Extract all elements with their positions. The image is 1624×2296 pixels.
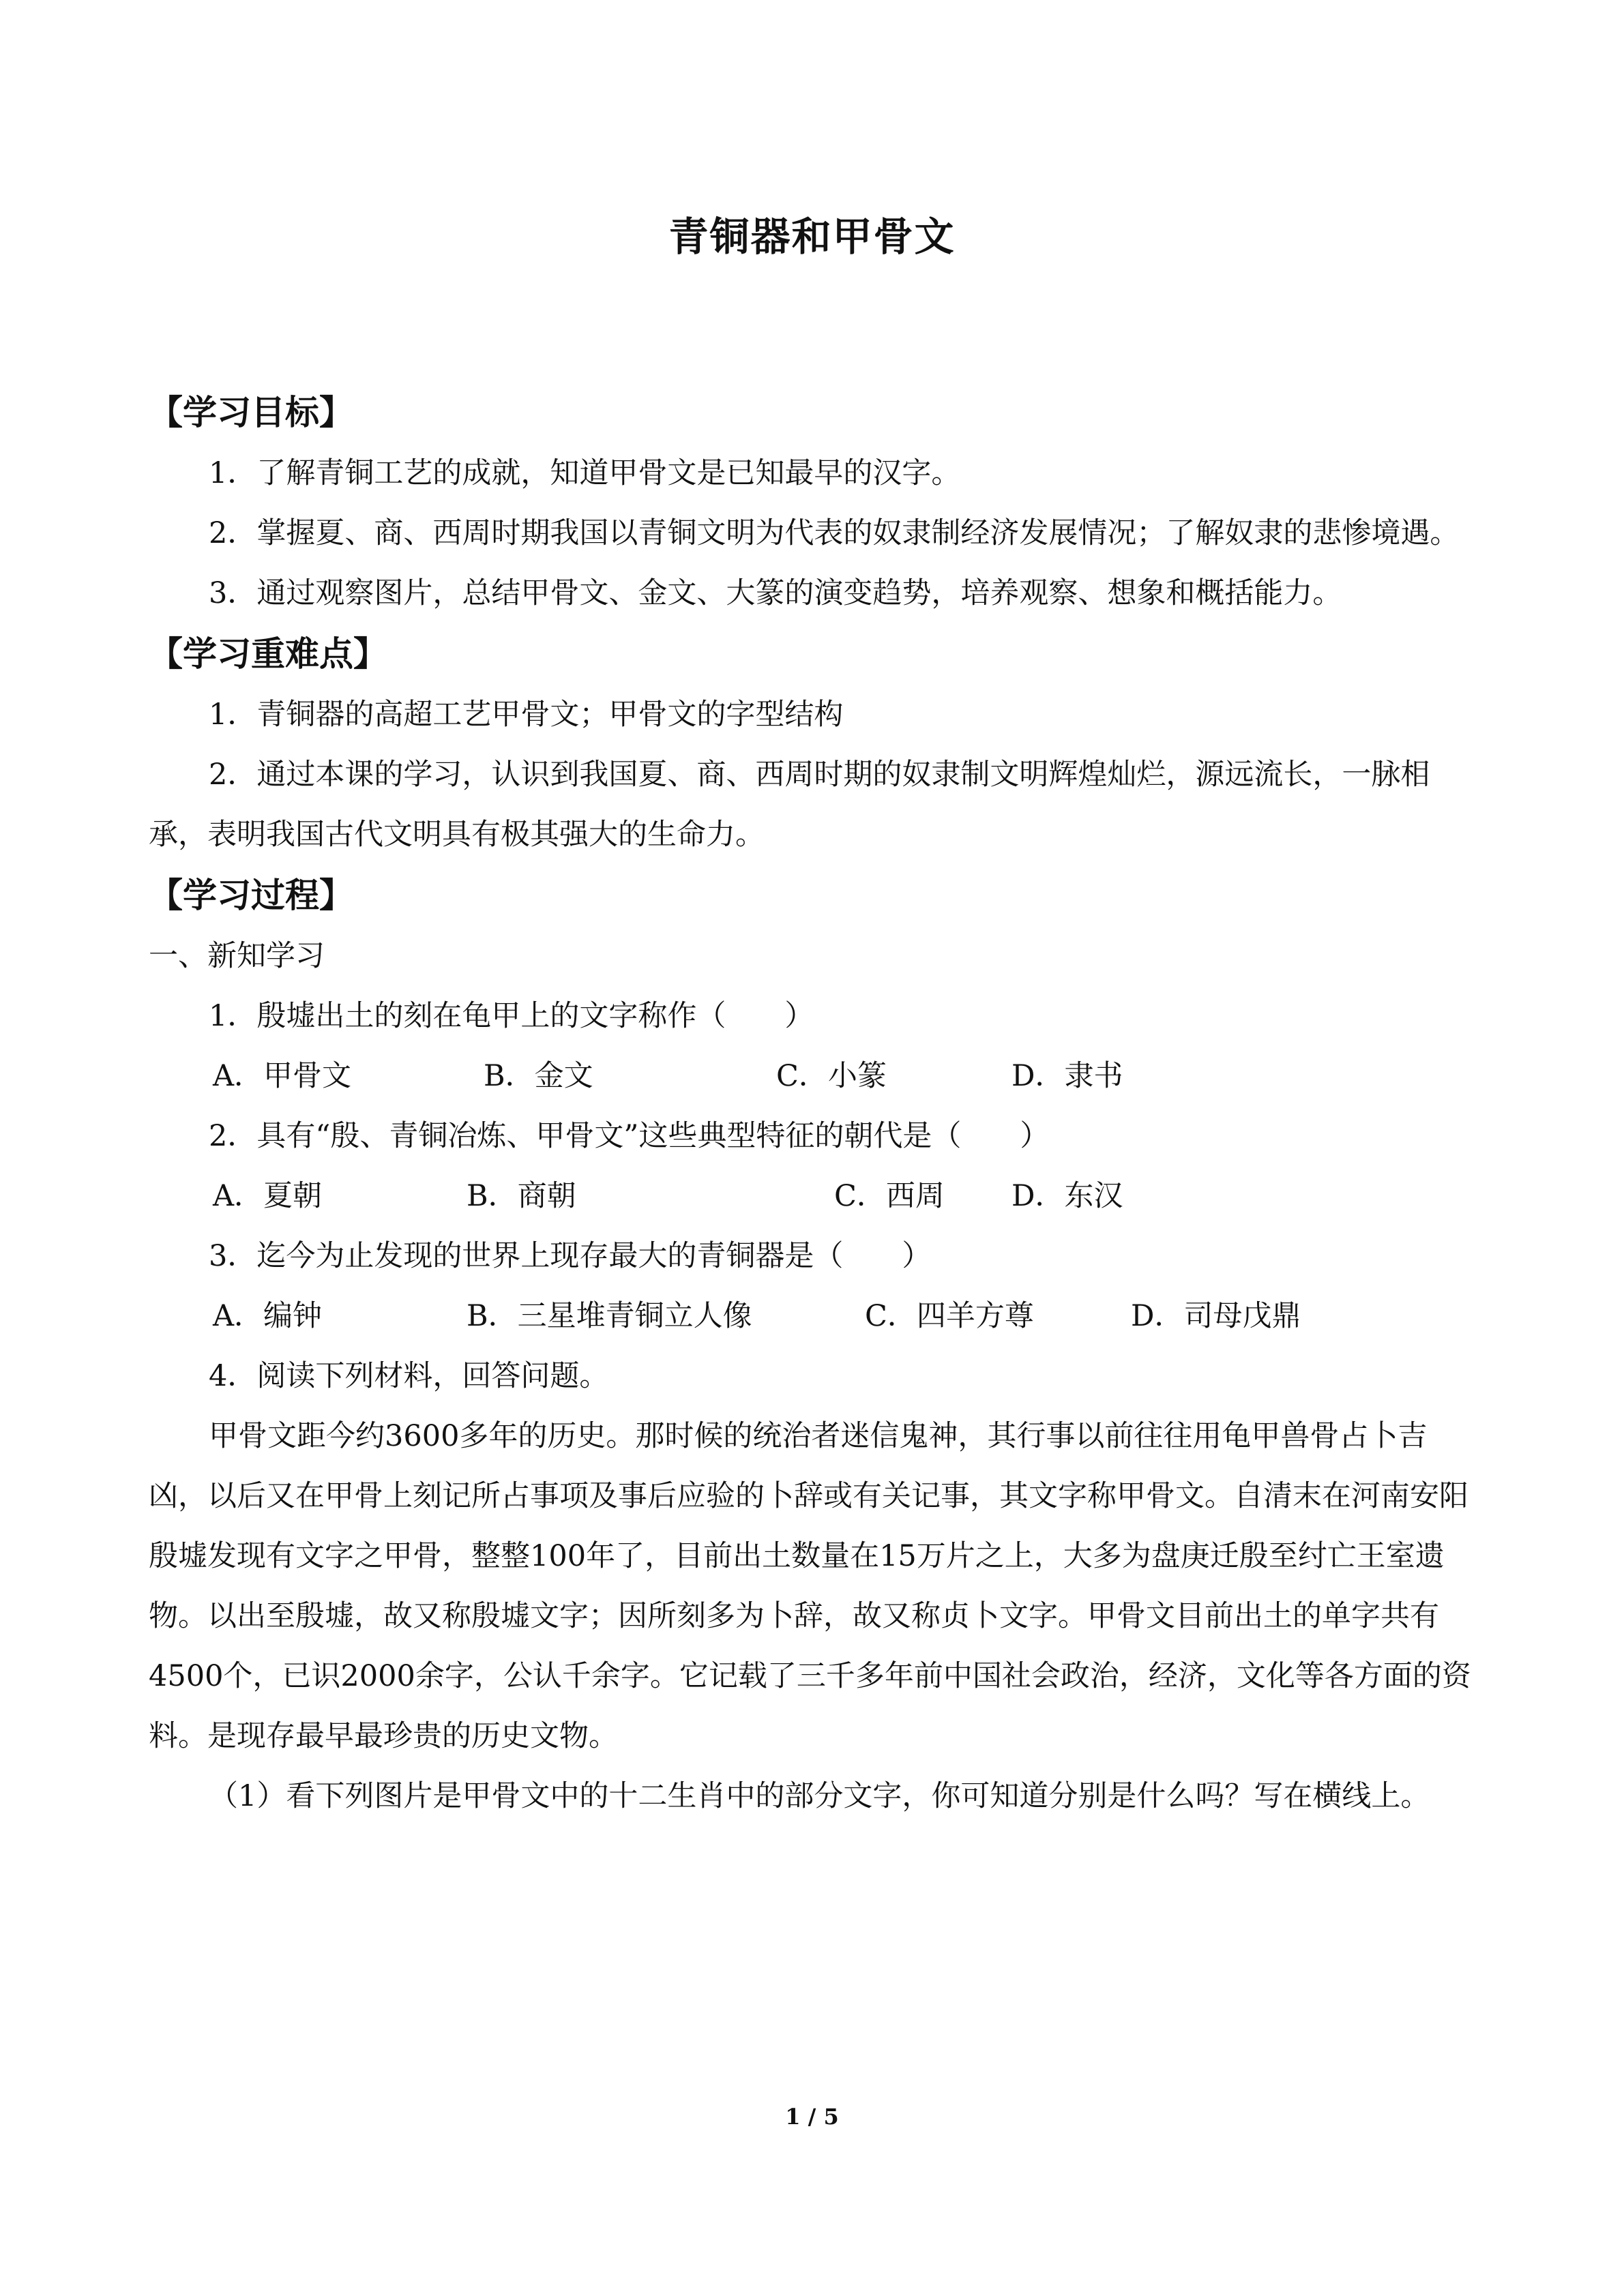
q2-option-c: C．西周: [834, 1179, 945, 1213]
section-heading-key-points: 【学习重难点】: [149, 634, 387, 674]
key-point-item-2: 2．通过本课的学习，认识到我国夏、商、西周时期的奴隶制文明辉煌灿烂，源远流长，一脉相承，表明我国古代文明具有极其强大的生命力。: [149, 758, 1430, 852]
page-title: 青铜器和甲骨文: [668, 213, 956, 260]
section-heading-process: 【学习过程】: [149, 876, 353, 915]
question-3-options: [149, 1286, 1475, 1346]
sub-question-1: （1）看下列图片是甲骨文中的十二生肖中的部分文字，你可知道分别是什么吗？写在横线上。: [209, 1779, 1430, 1813]
page-number: 1 / 5: [785, 2104, 839, 2130]
question-2: 2．具有“殷、青铜冶炼、甲骨文”这些典型特征的朝代是（ ）: [209, 1119, 1050, 1153]
question-3: 3．迄今为止发现的世界上现存最大的青铜器是（ ）: [209, 1239, 932, 1273]
goal-item-2: 2．掌握夏、商、西周时期我国以青铜文明为代表的奴隶制经济发展情况；了解奴隶的悲惨境遇。: [209, 516, 1460, 550]
q1-option-b: B．金文: [484, 1059, 593, 1093]
q2-option-b: B．商朝: [467, 1179, 576, 1213]
q3-option-c: C．四羊方尊: [865, 1299, 1034, 1333]
q3-option-b: B．三星堆青铜立人像: [467, 1299, 752, 1333]
q1-option-c: C．小篆: [776, 1059, 887, 1093]
q1-option-d: D．隶书: [1012, 1059, 1123, 1093]
goal-item-3: 3．通过观察图片，总结甲骨文、金文、大篆的演变趋势，培养观察、想象和概括能力。: [209, 576, 1342, 610]
q3-option-d: D．司母戊鼎: [1131, 1299, 1301, 1333]
question-2-options: [149, 1166, 1475, 1226]
document-body: [149, 382, 1475, 1826]
section-heading-goals: 【学习目标】: [149, 393, 353, 432]
question-1: 1．殷墟出土的刻在龟甲上的文字称作（ ）: [209, 999, 814, 1033]
q2-option-a: A．夏朝: [213, 1179, 323, 1213]
process-subheading: 一、新知学习: [149, 939, 325, 973]
key-point-item-1: 1．青铜器的高超工艺甲骨文；甲骨文的字型结构: [209, 698, 844, 732]
q2-option-d: D．东汉: [1012, 1179, 1123, 1213]
question-1-options: [149, 1046, 1475, 1106]
q3-option-a: A．编钟: [213, 1299, 323, 1333]
goal-item-1: 1．了解青铜工艺的成就，知道甲骨文是已知最早的汉字。: [209, 456, 961, 490]
q1-option-a: A．甲骨文: [213, 1059, 352, 1093]
reading-material: 甲骨文距今约3600多年的历史。那时候的统治者迷信鬼神，其行事以前往往用龟甲兽骨占卜吉凶，以后又在甲骨上刻记所占事项及事后应验的卜辞或有关记事，其文字称甲骨文。自清末在河南安阳殷墟发现有文字之甲骨，整整100年了，目前出土数量在15万片之上，大多为盘庚迁殷至纣亡王室遗物。以出至殷墟，故又称殷墟文字；因所刻多为卜辞，故又称贞卜文字。甲骨文目前出土的单字共有4500个，已识2000余字，公认千余字。它记载了三千多年前中国社会政治，经济，文化等各方面的资料。是现存最早最珍贵的历史文物。: [149, 1419, 1471, 1753]
question-4: 4．阅读下列材料，回答问题。: [209, 1359, 609, 1393]
